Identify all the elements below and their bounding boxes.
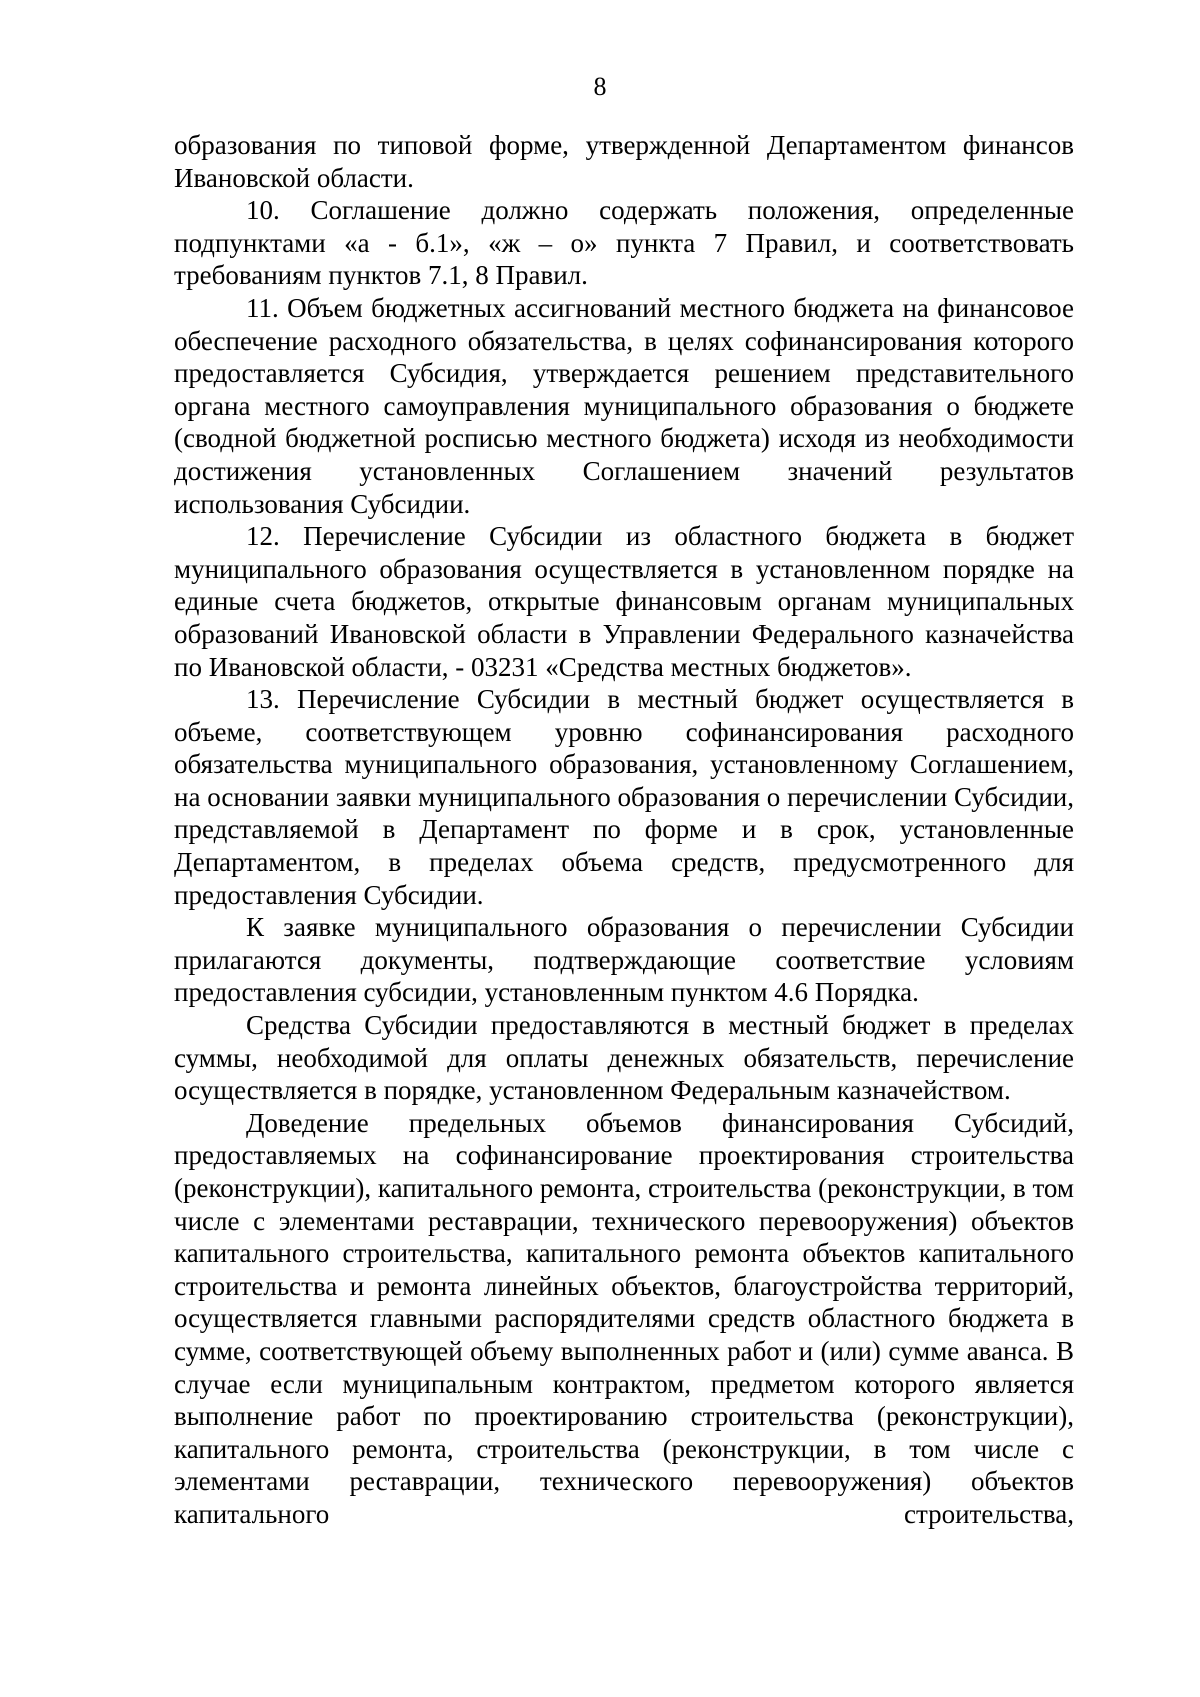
paragraph-item-12: 12. Перечисление Субсидии из областного бюджета в бюджет муниципального образования осуществляется в установленном порядке на единые счета бюджетов, открытые финансовым органам муниципальных образований Ивановской области в Управлении Федерального казначейства по Ивановской области, - 03231 «Средства местных бюджетов». — [174, 521, 1074, 682]
page-number: 8 — [593, 72, 607, 101]
paragraph-continuation: образования по типовой форме, утвержденной Департаментом финансов Ивановской области. — [174, 130, 1074, 193]
paragraph-subsidy-funds: Средства Субсидии предоставляются в местный бюджет в пределах суммы, необходимой для оплаты денежных обязательств, перечисление осуществляется в порядке, установленном Федеральным казначейством. — [174, 1010, 1074, 1106]
document-body — [174, 129, 1074, 1531]
paragraph-item-11: 11. Объем бюджетных ассигнований местного бюджета на финансовое обеспечение расходного обязательства, в целях софинансирования которого предоставляется Субсидия, утверждается решением представительного органа местного самоуправления муниципального образования о бюджете (сводной бюджетной росписью местного бюджета) исходя из необходимости достижения установленных Соглашением значений результатов использования Субсидии. — [174, 292, 1074, 519]
paragraph-item-10: 10. Соглашение должно содержать положения, определенные подпунктами «а - б.1», «ж – о» пункта 7 Правил, и соответствовать требованиям пунктов 7.1, 8 Правил. — [174, 195, 1074, 291]
paragraph-item-13: 13. Перечисление Субсидии в местный бюджет осуществляется в объеме, соответствующем уровню софинансирования расходного обязательства муниципального образования, установленному Соглашением, на основании заявки муниципального образования о перечислении Субсидии, представляемой в Департамент по форме и в срок, установленные Департаментом, в пределах объема средств, предусмотренного для предоставления Субсидии. — [174, 684, 1074, 910]
paragraph-financing-limits: Доведение предельных объемов финансирования Субсидий, предоставляемых на софинансирование проектирования строительства (реконструкции), капитального ремонта, строительства (реконструкции, в том числе с элементами реставрации, технического перевооружения) объектов капитального строительства, капитального ремонта объектов капитального строительства и ремонта линейных объектов, благоустройства территорий, осуществляется главными распорядителями средств областного бюджета в сумме, соответствующей объему выполненных работ и (или) сумме аванса. В случае если муниципальным контрактом, предметом которого является выполнение работ по проектированию строительства (реконструкции), капитального ремонта, строительства (реконструкции, в том числе с элементами реставрации, технического перевооружения) объектов капитального строительства, — [174, 1107, 1074, 1529]
paragraph-application-documents: К заявке муниципального образования о перечислении Субсидии прилагаются документы, подтверждающие соответствие условиям предоставления субсидии, установленным пунктом 4.6 Порядка. — [174, 912, 1074, 1008]
